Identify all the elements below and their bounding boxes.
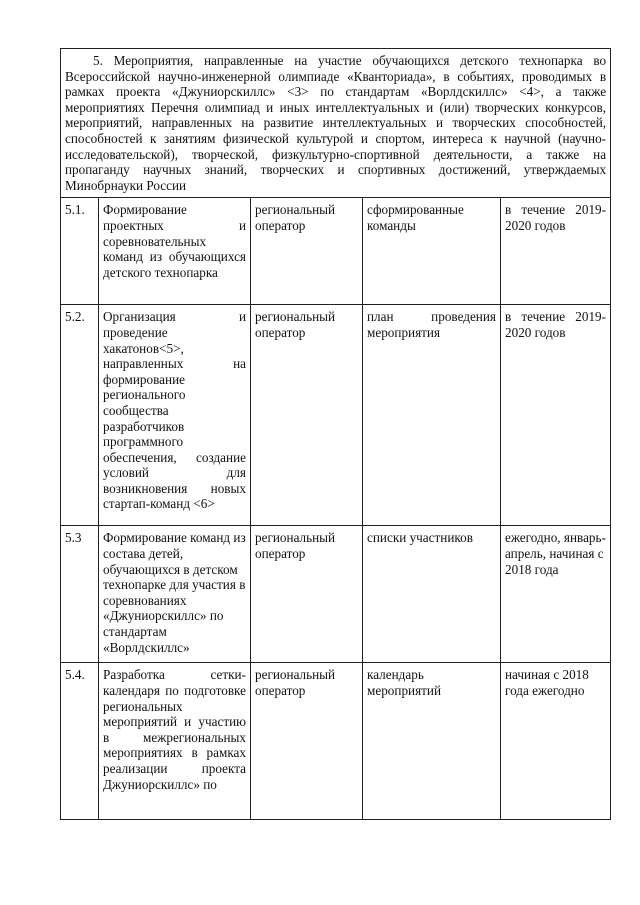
term-cell: в течение 2019-2020 годов	[501, 305, 611, 526]
row-number: 5.2.	[61, 305, 99, 526]
activity-cell: Формирование проектных и соревновательных команд из обучающихся детского технопарка	[99, 198, 251, 305]
activity-cell: Разработка сетки-календаря по подготовке региональных мероприятий и участию в межрегиональных мероприятиях в рамках реализации проекта Джуниорскиллс» по	[99, 663, 251, 820]
responsible-cell: региональный оператор	[251, 305, 363, 526]
table-row	[61, 526, 611, 663]
row-number: 5.3	[61, 526, 99, 663]
activities-table	[60, 48, 611, 820]
term-cell: начиная с 2018 года ежегодно	[501, 663, 611, 820]
result-cell: сформированные команды	[363, 198, 501, 305]
table-row	[61, 305, 611, 526]
row-number: 5.1.	[61, 198, 99, 305]
result-cell: списки участников	[363, 526, 501, 663]
activity-cell: Организация и проведение хакатонов<5>, направленных на формирование регионального сообщества разработчиков программного обеспечения, создание условий для возникновения новых стартап-команд <6>	[99, 305, 251, 526]
responsible-cell: региональный оператор	[251, 526, 363, 663]
responsible-cell: региональный оператор	[251, 198, 363, 305]
activity-cell: Формирование команд из состава детей, обучающихся в детском технопарке для участия в соревнованиях «Джуниорскиллс» по стандартам «Ворлдскиллс»	[99, 526, 251, 663]
table-row	[61, 663, 611, 820]
term-cell: в течение 2019-2020 годов	[501, 198, 611, 305]
term-cell: ежегодно, январь-апрель, начиная с 2018 года	[501, 526, 611, 663]
result-cell: календарь мероприятий	[363, 663, 501, 820]
section-heading-row	[61, 49, 611, 198]
row-number: 5.4.	[61, 663, 99, 820]
table-row	[61, 198, 611, 305]
result-cell: план проведения мероприятия	[363, 305, 501, 526]
section-heading: 5. Мероприятия, направленные на участие обучающихся детского технопарка во Всероссийской научно-инженерной олимпиаде «Кванториада», в событиях, проводимых в рамках проекта «Джуниорскиллс» <3> по стандартам «Ворлдскиллс» <4>, а также мероприятиях Перечня олимпиад и иных интеллектуальных и (или) творческих конкурсов, мероприятий, направленных на развитие интеллектуальных и творческих способностей, способностей к занятиям физической культурой и спортом, интереса к научной (научно-исследовательской), творческой, физкультурно-спортивной деятельности, а также на пропаганду научных знаний, творческих и спортивных достижений, утверждаемых Минобрнауки России	[61, 49, 611, 198]
responsible-cell: региональный оператор	[251, 663, 363, 820]
